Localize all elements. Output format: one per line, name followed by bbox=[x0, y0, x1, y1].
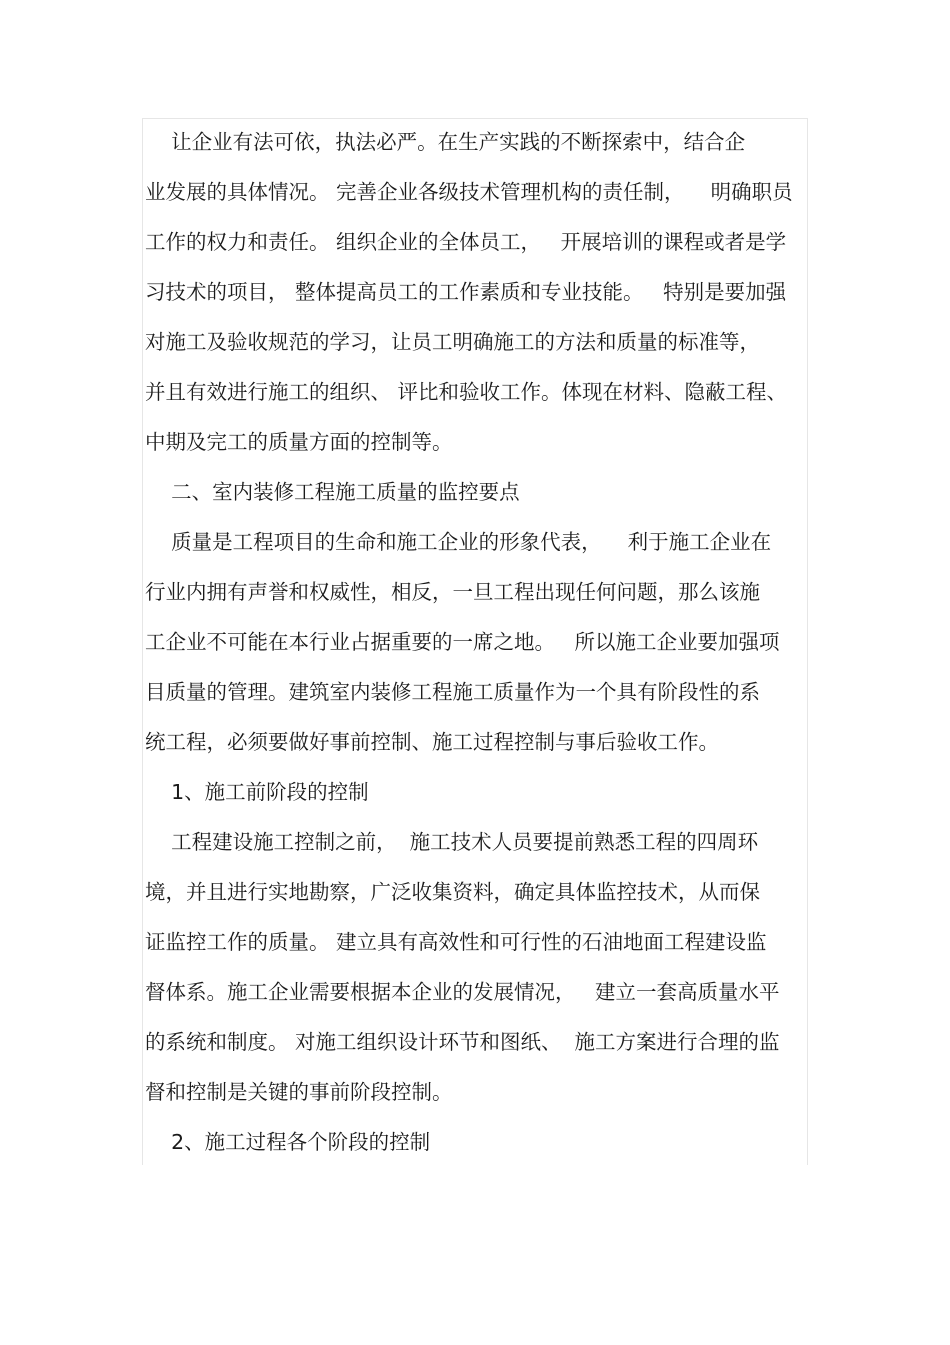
text-line: 督和控制是关键的事前阶段控制。 bbox=[145, 1080, 453, 1104]
subsection-heading: 2、施工过程各个阶段的控制 bbox=[145, 1130, 431, 1154]
text-line: 行业内拥有声誉和权威性，相反，一旦工程出现任何问题，那么该施 bbox=[145, 580, 760, 604]
text-line: 质量是工程项目的生命和施工企业的形象代表， 利于施工企业在 bbox=[145, 530, 772, 554]
text-line: 工作的权力和责任。 组织企业的全体员工， 开展培训的课程或者是学 bbox=[145, 230, 787, 254]
text-line: 境，并且进行实地勘察，广泛收集资料，确定具体监控技术，从而保 bbox=[145, 880, 760, 904]
text-line: 的系统和制度。 对施工组织设计环节和图纸、 施工方案进行合理的监 bbox=[145, 1030, 780, 1054]
text-line: 督体系。施工企业需要根据本企业的发展情况， 建立一套高质量水平 bbox=[145, 980, 780, 1004]
text-line: 并且有效进行施工的组织、 评比和验收工作。体现在材料、隐蔽工程、 bbox=[145, 380, 788, 404]
text-line: 工程建设施工控制之前， 施工技术人员要提前熟悉工程的四周环 bbox=[145, 830, 759, 854]
subsection-heading: 1、施工前阶段的控制 bbox=[145, 780, 369, 804]
text-line: 统工程，必须要做好事前控制、施工过程控制与事后验收工作。 bbox=[145, 730, 719, 754]
text-line: 中期及完工的质量方面的控制等。 bbox=[145, 430, 453, 454]
text-line: 习技术的项目， 整体提高员工的工作素质和专业技能。 特别是要加强 bbox=[145, 280, 787, 304]
text-line: 目质量的管理。建筑室内装修工程施工质量作为一个具有阶段性的系 bbox=[145, 680, 760, 704]
text-line: 证监控工作的质量。 建立具有高效性和可行性的石油地面工程建设监 bbox=[145, 930, 767, 954]
text-line: 工企业不可能在本行业占据重要的一席之地。 所以施工企业要加强项 bbox=[145, 630, 780, 654]
section-heading: 二、室内装修工程施工质量的监控要点 bbox=[145, 480, 520, 504]
text-line: 让企业有法可依，执法必严。在生产实践的不断探索中，结合企 bbox=[145, 130, 746, 154]
text-line: 对施工及验收规范的学习，让员工明确施工的方法和质量的标准等， bbox=[145, 330, 760, 354]
text-line: 业发展的具体情况。 完善企业各级技术管理机构的责任制， 明确职员 bbox=[145, 180, 793, 204]
document-body bbox=[145, 117, 810, 1167]
